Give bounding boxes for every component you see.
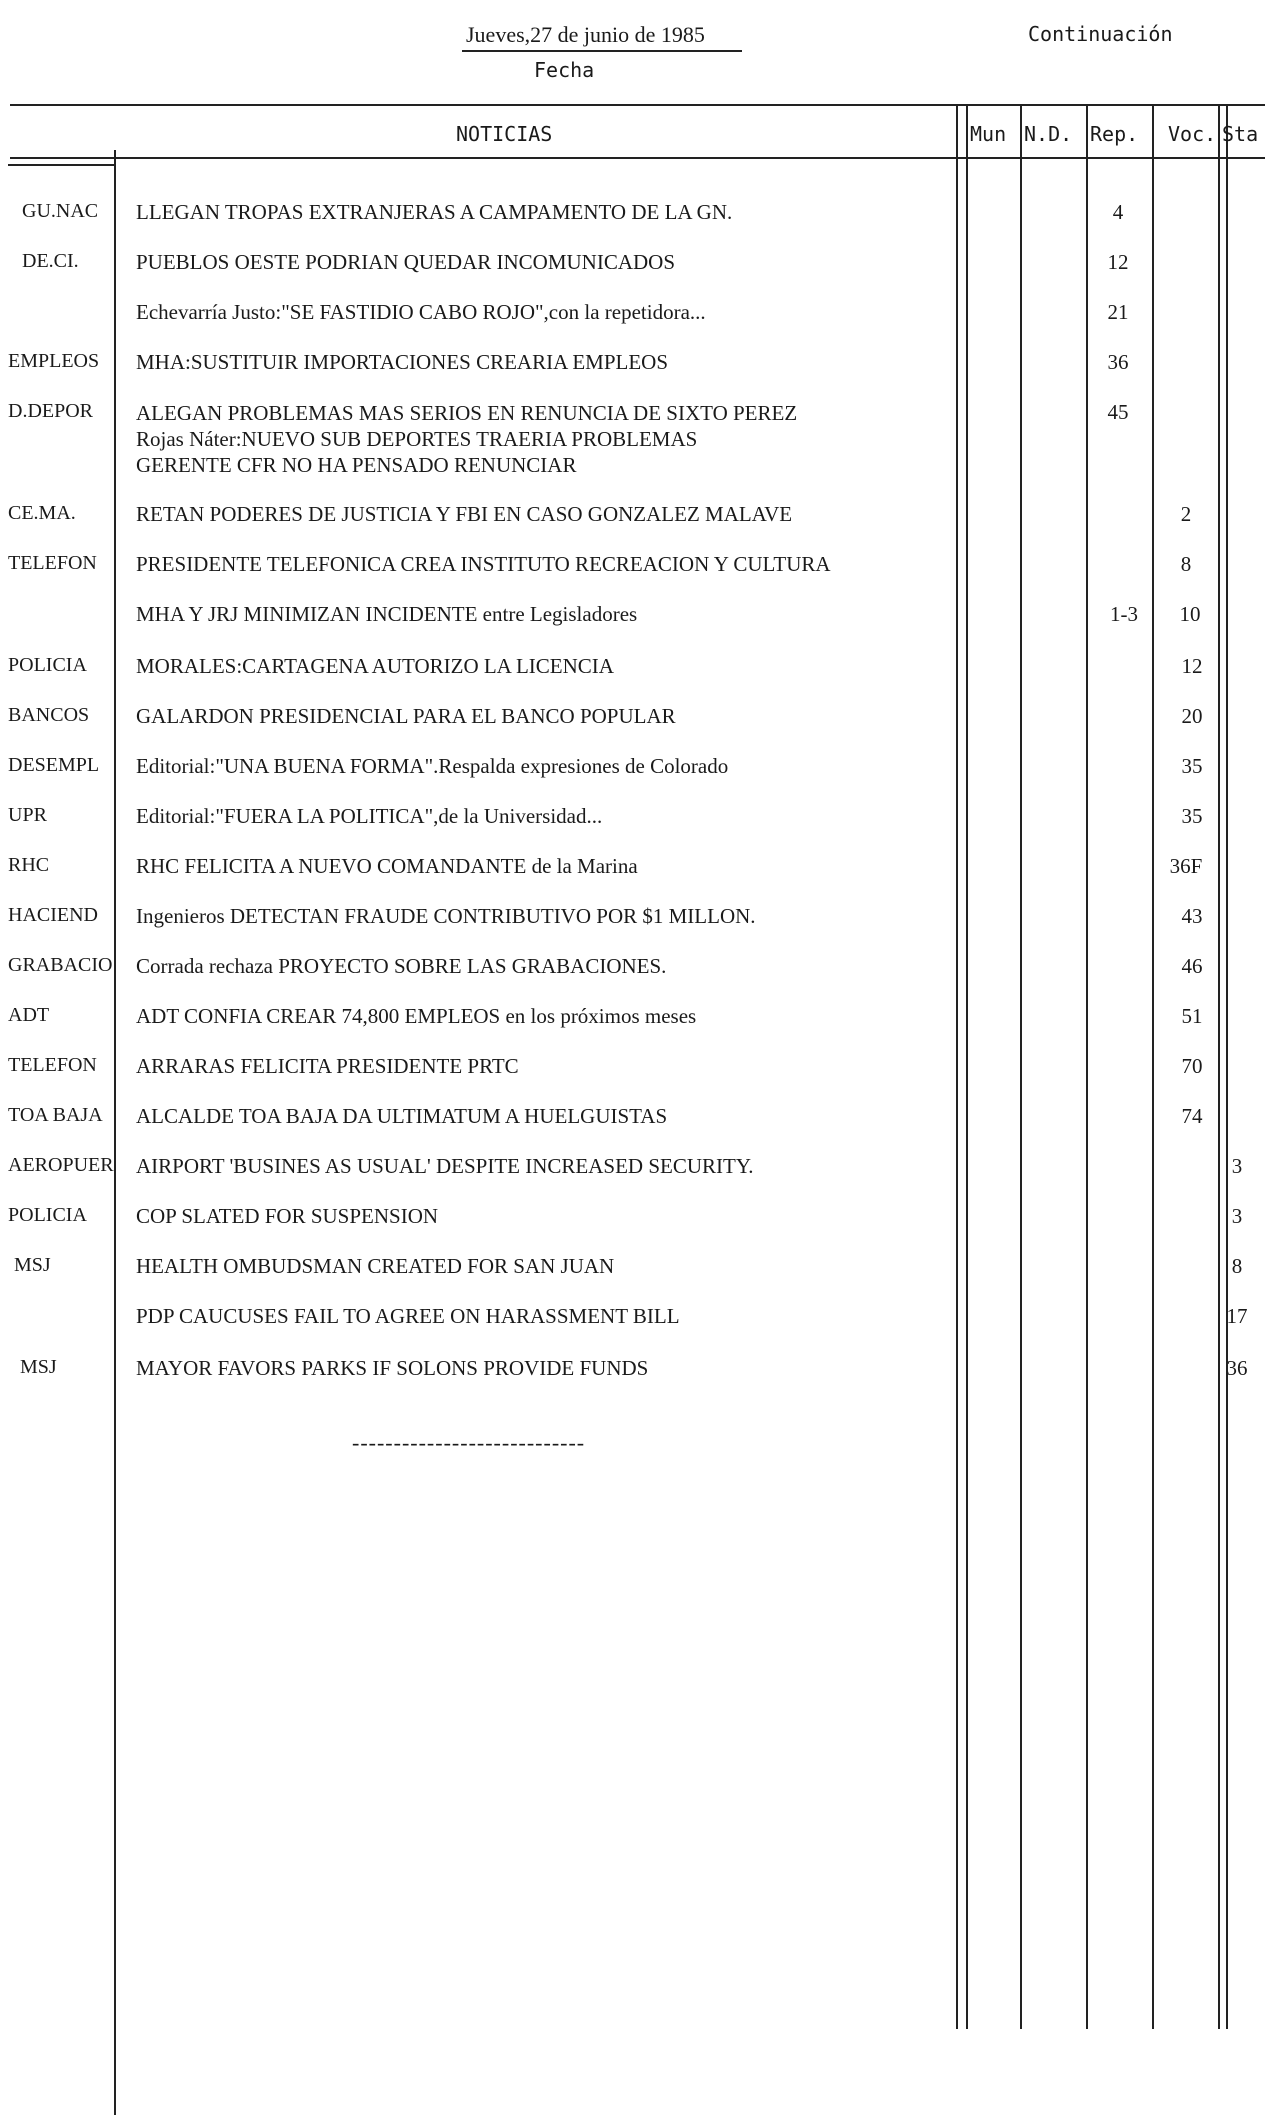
row-star-value: 36 bbox=[1226, 1356, 1248, 1380]
col-header-news: NOTICIAS bbox=[456, 122, 553, 146]
row-title: PUEBLOS OESTE PODRIAN QUEDAR INCOMUNICADOS bbox=[136, 250, 676, 274]
row-category: CE.MA. bbox=[8, 502, 76, 524]
row-title: MHA:SUSTITUIR IMPORTACIONES CREARIA EMPLEOS bbox=[136, 350, 669, 374]
row-category: UPR bbox=[8, 804, 47, 826]
row-title: COP SLATED FOR SUSPENSION bbox=[136, 1204, 439, 1228]
row-title: Ingenieros DETECTAN FRAUDE CONTRIBUTIVO POR $1 MILLON. bbox=[136, 904, 756, 928]
row-rep-value: 12 bbox=[1107, 250, 1129, 274]
col-header-sta: Sta bbox=[1222, 122, 1259, 146]
row-title: PDP CAUCUSES FAIL TO AGREE ON HARASSMENT BILL bbox=[136, 1304, 680, 1328]
row-voc-value: 10 bbox=[1179, 602, 1201, 626]
row-category: EMPLEOS bbox=[8, 350, 100, 372]
row-voc-value: 12 bbox=[1181, 654, 1203, 678]
row-rep-value: 36 bbox=[1107, 350, 1129, 374]
row-title: Echevarría Justo:"SE FASTIDIO CABO ROJO",con la repetidora... bbox=[136, 300, 706, 324]
row-category: ADT bbox=[8, 1004, 50, 1026]
row-title: ADT CONFIA CREAR 74,800 EMPLEOS en los próximos meses bbox=[136, 1004, 697, 1028]
row-category: DESEMPL bbox=[8, 754, 100, 776]
row-voc-value: 51 bbox=[1181, 1004, 1203, 1028]
table-top-rule bbox=[10, 104, 1265, 106]
col-header-rep: Rep. bbox=[1090, 122, 1139, 146]
row-category: MSJ bbox=[20, 1356, 57, 1378]
sta-column-rule-inner bbox=[1226, 104, 1228, 2029]
table-header-rule bbox=[10, 157, 1265, 159]
row-category: GRABACIO bbox=[8, 954, 113, 976]
row-title: HEALTH OMBUDSMAN CREATED FOR SAN JUAN bbox=[136, 1254, 615, 1278]
col-header-voc: Voc. bbox=[1168, 122, 1217, 146]
row-voc-value: 36F bbox=[1169, 854, 1203, 878]
row-category: AEROPUER bbox=[8, 1154, 114, 1176]
row-star-value: 17 bbox=[1226, 1304, 1248, 1328]
row-title: ARRARAS FELICITA PRESIDENTE PRTC bbox=[136, 1054, 519, 1078]
row-title: AIRPORT 'BUSINES AS USUAL' DESPITE INCREASED SECURITY. bbox=[136, 1154, 754, 1178]
rep-column-rule bbox=[1086, 104, 1088, 2029]
nd-column-rule bbox=[1020, 104, 1022, 2029]
row-title: GALARDON PRESIDENCIAL PARA EL BANCO POPULAR bbox=[136, 704, 676, 728]
category-tick-rule bbox=[8, 164, 116, 166]
row-category: DE.CI. bbox=[22, 250, 79, 272]
row-title: Editorial:"FUERA LA POLITICA",de la Universidad... bbox=[136, 804, 603, 828]
row-voc-value: 74 bbox=[1181, 1104, 1203, 1128]
row-category: POLICIA bbox=[8, 1204, 87, 1226]
row-rep-value: 45 bbox=[1107, 400, 1129, 424]
row-rep-value: 4 bbox=[1112, 200, 1124, 224]
date-underline bbox=[462, 50, 742, 52]
row-title: RETAN PODERES DE JUSTICIA Y FBI EN CASO GONZALEZ MALAVE bbox=[136, 502, 793, 526]
row-title-block bbox=[136, 400, 797, 478]
row-category: TELEFON bbox=[8, 552, 97, 574]
row-title: ALCALDE TOA BAJA DA ULTIMATUM A HUELGUISTAS bbox=[136, 1104, 668, 1128]
row-voc-value: 43 bbox=[1181, 904, 1203, 928]
row-title: Editorial:"UNA BUENA FORMA".Respalda expresiones de Colorado bbox=[136, 754, 729, 778]
row-category: MSJ bbox=[14, 1254, 51, 1276]
row-voc-value: 2 bbox=[1180, 502, 1192, 526]
row-category: POLICIA bbox=[8, 654, 87, 676]
col-header-nd: N.D. bbox=[1024, 122, 1073, 146]
row-title: MHA Y JRJ MINIMIZAN INCIDENTE entre Legisladores bbox=[136, 602, 638, 626]
row-category: TOA BAJA bbox=[8, 1104, 103, 1126]
row-voc-value: 70 bbox=[1181, 1054, 1203, 1078]
mun-column-rule-inner bbox=[966, 104, 968, 2029]
row-title: PRESIDENTE TELEFONICA CREA INSTITUTO RECREACION Y CULTURA bbox=[136, 552, 831, 576]
row-star-value: 8 bbox=[1231, 1254, 1243, 1278]
row-voc-value: 35 bbox=[1181, 804, 1203, 828]
row-voc-value: 8 bbox=[1180, 552, 1192, 576]
end-separator: ---------------------------- bbox=[352, 1430, 586, 1455]
row-category: HACIEND bbox=[8, 904, 98, 926]
row-title: Rojas Náter:NUEVO SUB DEPORTES TRAERIA PROBLEMAS bbox=[136, 427, 698, 451]
row-category: BANCOS bbox=[8, 704, 90, 726]
row-title: MAYOR FAVORS PARKS IF SOLONS PROVIDE FUNDS bbox=[136, 1356, 649, 1380]
row-title: GERENTE CFR NO HA PENSADO RENUNCIAR bbox=[136, 453, 577, 477]
mun-column-rule bbox=[956, 104, 958, 2029]
row-title: ALEGAN PROBLEMAS MAS SERIOS EN RENUNCIA DE SIXTO PEREZ bbox=[136, 401, 798, 425]
report-date: Jueves,27 de junio de 1985 bbox=[466, 22, 705, 47]
col-header-mun: Mun bbox=[970, 122, 1007, 146]
category-column-rule bbox=[114, 150, 116, 2115]
row-rep-value: 1-3 bbox=[1110, 602, 1138, 626]
row-category: TELEFON bbox=[8, 1054, 97, 1076]
row-title: MORALES:CARTAGENA AUTORIZO LA LICENCIA bbox=[136, 654, 614, 678]
row-star-value: 3 bbox=[1231, 1154, 1243, 1178]
date-label: Fecha bbox=[534, 58, 595, 82]
row-title: LLEGAN TROPAS EXTRANJERAS A CAMPAMENTO DE LA GN. bbox=[136, 200, 733, 224]
voc-column-rule bbox=[1152, 104, 1154, 2029]
row-rep-value: 21 bbox=[1107, 300, 1129, 324]
row-star-value: 3 bbox=[1231, 1204, 1243, 1228]
row-title: Corrada rechaza PROYECTO SOBRE LAS GRABACIONES. bbox=[136, 954, 667, 978]
row-voc-value: 35 bbox=[1181, 754, 1203, 778]
row-category: RHC bbox=[8, 854, 50, 876]
row-category: GU.NAC bbox=[22, 200, 99, 222]
row-category: D.DEPOR bbox=[8, 400, 94, 422]
continuation-label: Continuación bbox=[1028, 22, 1173, 46]
row-voc-value: 20 bbox=[1181, 704, 1203, 728]
row-title: RHC FELICITA A NUEVO COMANDANTE de la Marina bbox=[136, 854, 638, 878]
row-voc-value: 46 bbox=[1181, 954, 1203, 978]
